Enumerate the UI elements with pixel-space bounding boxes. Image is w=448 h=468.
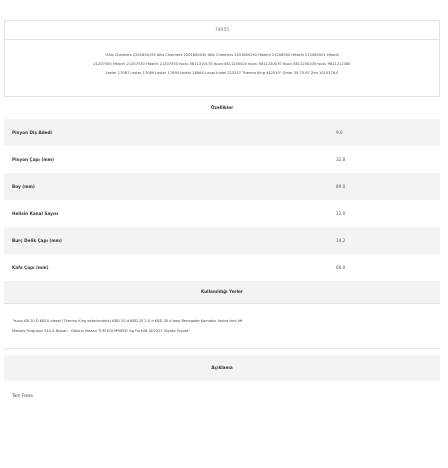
row-label: Pinyon Çapı (mm)	[12, 157, 54, 162]
row-label: Boy (mm)	[12, 184, 35, 189]
row-value: 60.0	[336, 265, 346, 270]
features-title: Özellikler	[210, 105, 234, 110]
compatibility-codes	[4, 39, 440, 97]
used-vehicles	[4, 303, 440, 349]
used-title: Kullanıldığı Yerler	[4, 281, 440, 303]
table-row	[4, 173, 440, 200]
row-label: Burç Delik Çapı (mm)	[12, 238, 62, 243]
row-value: 32.8	[336, 157, 346, 162]
row-label: Pinyon Diş Adedi	[12, 130, 52, 135]
used-line: Massey Ferguson 210-4 Nissan - Datsun Nissan TCM EQUIPMENT Ag Forklift SD2521 Toyota Toyota"	[12, 329, 191, 333]
row-value: 12.0	[336, 211, 346, 216]
description-title: Açıklama	[4, 355, 440, 381]
row-label: Kafa Çapı (mm)	[12, 265, 49, 270]
row-value: 14.2	[336, 238, 346, 243]
table-row	[4, 227, 440, 254]
features-table	[4, 119, 440, 281]
compat-line: 21207500 Hitachi 21207530 Hitachi 21207550 Isuzu 5811310170 Isuzu 5811200020 Isuzu 5811230070 Isuzu 5811230100 Isuzu 9821212380	[93, 62, 351, 66]
table-row	[4, 119, 440, 146]
description-text: Tam Freze	[12, 393, 33, 398]
row-value: 89.0	[336, 184, 346, 189]
table-row	[4, 254, 440, 281]
product-spec-page	[4, 20, 440, 398]
product-code: 74955	[4, 20, 440, 39]
used-line: "Isuzu KB 20 D KB10 diesel (Thermo King extacionária) KBD 20 d KBD 25 2.0 d KBD 30 d Jeep Renegade Komatsu Varios fork lift	[12, 319, 243, 323]
compat-line: Lester 17087 Lester 17089 Lester 17090 Lester 18064 Lucas Indiel 223237 Thermo King 442510" Omar 39.70.97 Zen 1010376.0	[105, 71, 339, 75]
row-value: 9.0	[336, 130, 343, 135]
table-row	[4, 146, 440, 173]
row-label: Helisin Kanal Sayısı	[12, 211, 59, 216]
table-row	[4, 200, 440, 227]
compat-line: "Allis Chalmers 2201850192 Allis Chalmers 2201850030 Allis Chalmers 2201850192 Hitachi 21208500 Hitachi 212085001 Hitachi	[104, 53, 340, 57]
